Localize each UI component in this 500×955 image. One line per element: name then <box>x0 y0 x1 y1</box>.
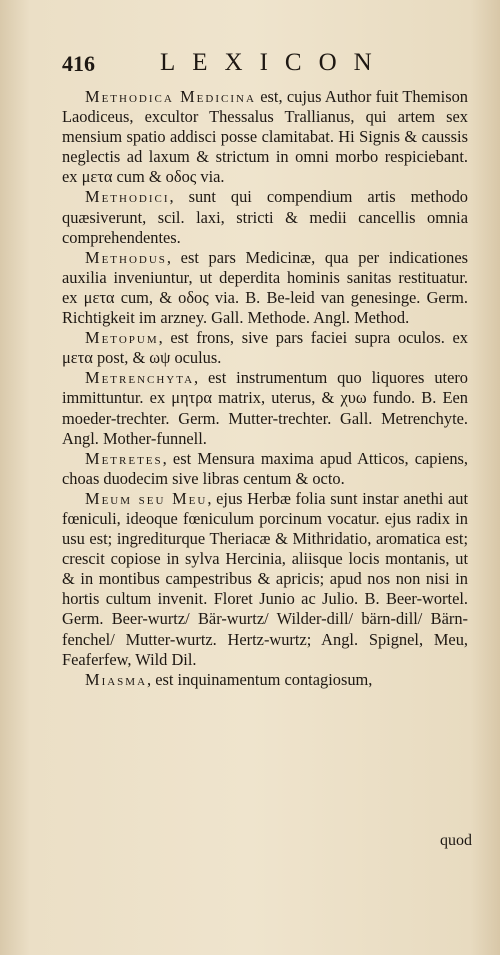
entry-body: , est Mensura maxima apud Atticos, capiens, choas duodecim sive libras centum & octo. <box>62 448 468 488</box>
entry-body: , est instrumentum quo liquores utero immittuntur. ex μητρα matrix, uterus, & χυω fundo. B. Een moeder-trechter. Germ. Mutter-trechter. Gall. Metrenchyte. Angl. Mother-funnell. <box>62 368 468 448</box>
entry-lemma: Metopum <box>85 328 159 348</box>
dictionary-text <box>62 87 468 690</box>
entry-lemma: Metrenchyta <box>85 368 195 388</box>
entry <box>62 328 468 368</box>
entry-lemma: Meum seu Meu <box>85 488 208 508</box>
entry <box>62 248 468 328</box>
entry-lemma: Methodica Medicina <box>85 87 256 106</box>
running-title: LEXICON <box>160 49 389 76</box>
entry-lemma: Metretes <box>85 448 163 468</box>
entry-body: , est pars Medicinæ, qua per indicationes auxilia inveniuntur, ut deperdita hominis sanitas restituatur. ex μετα cum, & οδος via. B. Be-leid van genesinge. Germ. Richtigkeit im arzney. Gall. Methode. Angl. Method. <box>62 247 468 328</box>
entry <box>62 670 468 690</box>
entry-body: , sunt qui compendium artis methodo quæsiverunt, scil. laxi, stricti & medii cancellis omnia comprehendentes. <box>62 187 468 247</box>
entry-body: , est frons, sive pars faciei supra oculos. ex μετα post, & ωψ oculus. <box>62 328 468 368</box>
entry-lemma: Methodici <box>85 187 170 207</box>
entry-lemma: Miasma <box>85 669 148 689</box>
entry-lemma: Methodus <box>85 247 167 267</box>
entry-body: , ejus Herbæ folia sunt instar anethi aut fœniculi, ideoque fœniculum porcinum vocatur. ejus radix in usu est; ingrediturque Theriacæ & Mithridatio, aromatica est; crescit copiose in sylva Hercinia, aliisque locis montanis, ut & in montibus campestribus & apricis; apud nos non nisi in hortis cultum invenit. Floret Junio ac Julio. B. Beer-wortel. Germ. Beer-wurtz/ Bär-wurtz/ Wilder-dill/ bärn-dill/ Bärn-fenchel/ Mutter-wurtz. Hertz-wurtz; Angl. Spignel, Meu, Feaferfew, Wild Dil. <box>62 488 469 669</box>
page-header <box>62 49 472 79</box>
entry-body: , est inquinamentum contagiosum, <box>147 669 373 689</box>
entry <box>62 449 468 489</box>
catchword: quod <box>440 832 472 849</box>
entry <box>62 489 468 670</box>
entry <box>62 368 468 448</box>
entry <box>62 87 468 187</box>
entry-body: est, cujus Author fuit Themison Laodiceus, excultor Thessalus Trallianus, qui artem sex mensium spatio addisci posse clamitabat. Hi Signis & caussis neglectis ad laxum & strictum in omni morbo respiciebant. ex μετα cum & οδος via. <box>62 87 468 187</box>
entry <box>62 187 468 247</box>
page-number: 416 <box>62 51 95 76</box>
